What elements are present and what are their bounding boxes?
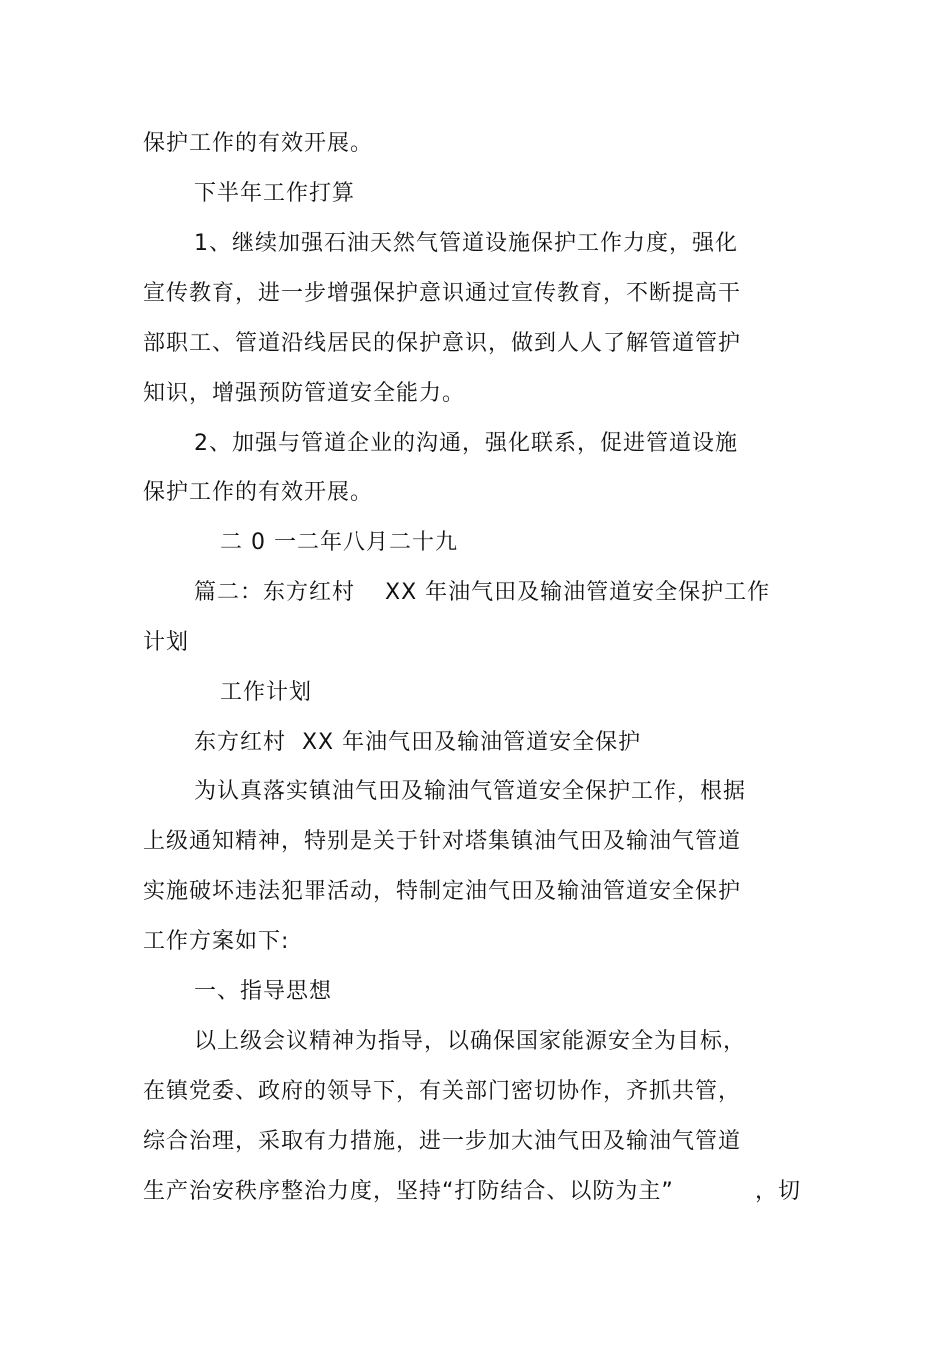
text-line-6: 知识，增强预防管道安全能力。 [143, 381, 466, 406]
text-line-1: 保护工作的有效开展。 [143, 131, 374, 156]
section-title-part1: 篇二：东方红村 [194, 580, 356, 605]
text-line-17: 工作方案如下: [143, 929, 290, 954]
text-line-2: 下半年工作打算 [194, 181, 356, 206]
text-line-7: 2、加强与管道企业的沟通，强化联系，促进管道设施 [194, 431, 738, 456]
text-line-21: 综合治理，采取有力措施，进一步加大油气田及输油气管道 [143, 1129, 742, 1154]
text-line-16: 实施破坏违法犯罪活动，特制定油气田及输油管道安全保护 [143, 879, 742, 904]
text-line-8: 保护工作的有效开展。 [143, 480, 374, 505]
text-line-22: 生产治安秩序整治力度，坚持“打防结合、以防为主” [143, 1179, 674, 1204]
text-line-22-tail: ，切 [755, 1179, 802, 1204]
section-title-part2: XX 年油气田及输油管道安全保护工作 [385, 580, 771, 605]
text-line-14: 为认真落实镇油气田及输油气管道安全保护工作，根据 [194, 779, 747, 804]
work-plan-heading: 工作计划 [220, 680, 313, 705]
text-line-4: 宣传教育，进一步增强保护意识通过宣传教育，不断提高干 [143, 281, 742, 306]
text-line-19: 以上级会议精神为指导，以确保国家能源安全为目标， [194, 1029, 747, 1054]
text-line-15: 上级通知精神，特别是关于针对塔集镇油气田及输油气管道 [143, 829, 742, 854]
text-line-20: 在镇党委、政府的领导下，有关部门密切协作，齐抓共管， [143, 1079, 742, 1104]
plan-subject-line: 东方红村 XX 年油气田及输油管道安全保护 [194, 730, 642, 755]
text-line-3: 1、继续加强石油天然气管道设施保护工作力度，强化 [194, 231, 738, 256]
section-title-cont: 计划 [143, 630, 190, 655]
text-line-5: 部职工、管道沿线居民的保护意识，做到人人了解管道管护 [143, 331, 742, 356]
guiding-thought-heading: 一、指导思想 [194, 979, 333, 1004]
date-line: 二 0 一二年八月二十九 [220, 530, 458, 555]
